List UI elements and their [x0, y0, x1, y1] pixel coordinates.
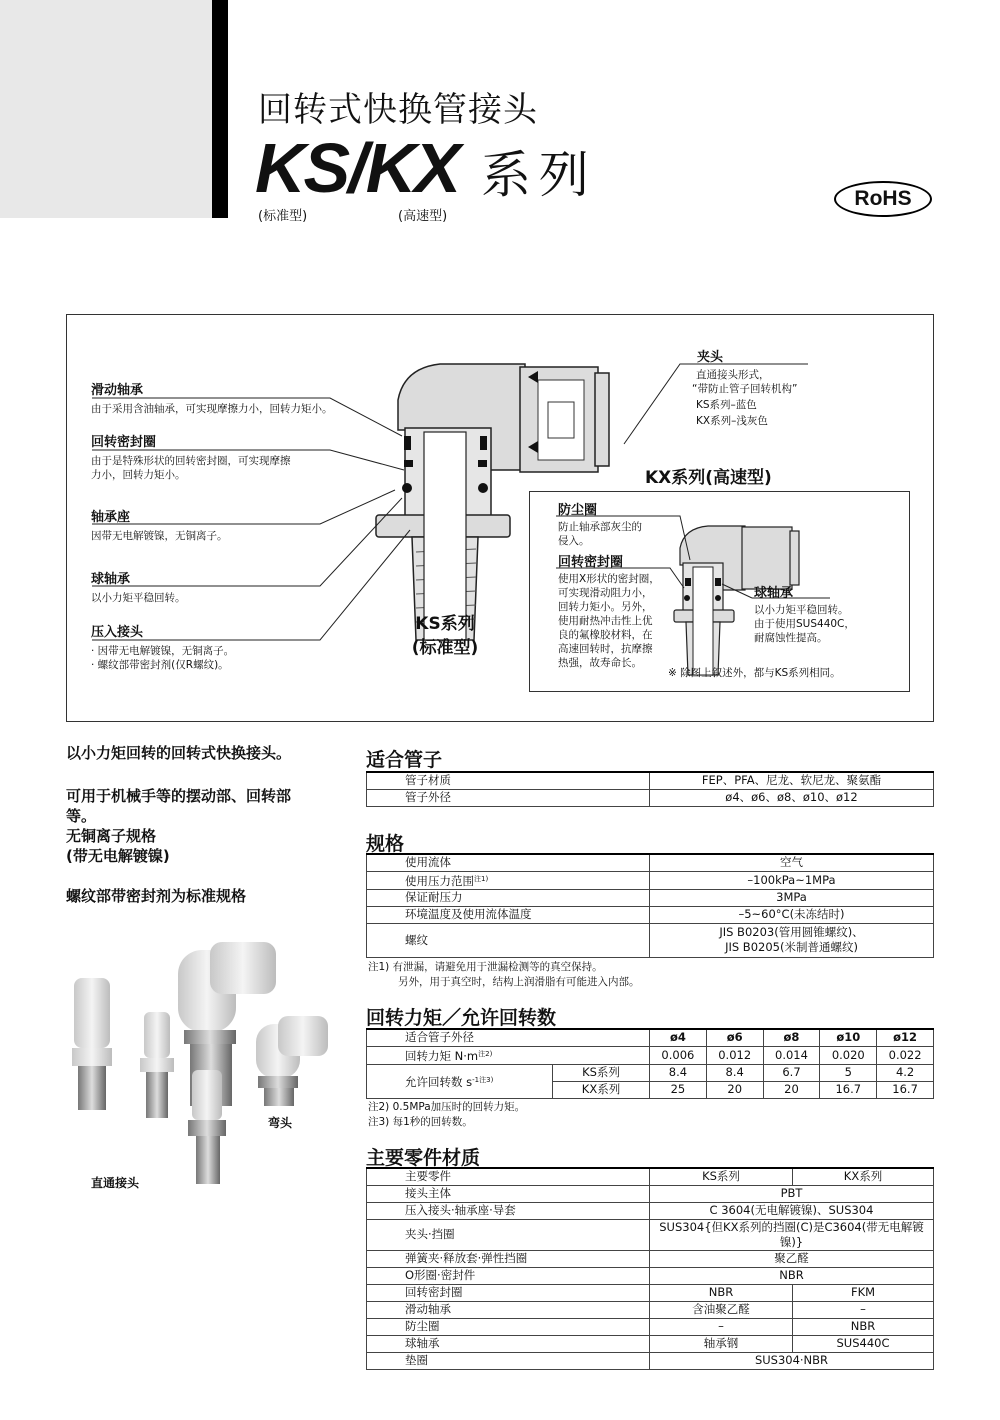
table-row: 管子外径 ø4、ø6、ø8、ø10、ø12: [367, 789, 934, 806]
table-row: 螺纹 JIS B0203(管用圆锥螺纹)、 JIS B0205(米制普通螺纹): [367, 923, 934, 957]
callout-press-fitting-label: 压入接头: [91, 625, 144, 640]
section-title-tubing: 适合管子: [366, 749, 443, 771]
table-row: 滑动轴承 含油聚乙醛 –: [367, 1301, 934, 1318]
table-row: O形圈·密封件 NBR: [367, 1267, 934, 1284]
callout-sliding-bearing-desc: 由于采用含油轴承，可实现摩擦力小，回转力矩小。: [91, 403, 333, 415]
photo-label-straight: 直通接头: [91, 1176, 140, 1190]
section-title-specs: 规格: [366, 833, 405, 855]
callout-rotary-seal-desc2: 力小，回转力矩小。: [91, 469, 186, 481]
subtitle-highspeed: (高速型): [398, 209, 448, 224]
kx-rotary-seal-desc: 使用X形状的密封圈， 可实现滑动阻力小， 回转力矩小。另外， 使用耐热冲击性上优 良的氟橡胶材料，在 高速回转时，抗摩擦 热强，故寿命长。: [558, 573, 660, 669]
materials-table: [366, 1167, 934, 1370]
torque-note2: 注2) 0.5MPa加压时的回转力矩。: [368, 1101, 526, 1113]
table-row: 球轴承 轴承钢 SUS440C: [367, 1335, 934, 1352]
callout-bearing-seat-desc: 因带无电解镀镍，无铜离子。: [91, 530, 228, 542]
kx-rotary-seal-label: 回转密封圈: [558, 555, 624, 570]
table-row: 环境温度及使用流体温度 –5~60°C(未冻结时): [367, 906, 934, 923]
intro-line2: 可用于机械手等的摆动部、回转部 等。: [66, 787, 292, 825]
section-title-torque: 回转力矩／允许回转数: [366, 1007, 557, 1029]
specs-table: [366, 853, 934, 958]
callout-rotary-seal-desc1: 由于是特殊形状的回转密封圈，可实现摩擦: [91, 455, 291, 467]
table-row: 夹头·挡圈 SUS304{但KX系列的挡圈(C)是C3604(带无电解镀镍)}: [367, 1219, 934, 1250]
callout-collet-desc3: KS系列–蓝色: [696, 399, 757, 411]
page-title: 回转式快换管接头: [258, 90, 538, 130]
callout-press-fitting-desc2: · 螺纹部带密封剂(仅R螺纹)。: [91, 659, 229, 671]
series-word: 系列: [480, 146, 597, 204]
kx-dust-seal-label: 防尘圈: [558, 503, 598, 518]
photo-label-elbow: 弯头: [268, 1116, 293, 1130]
table-row: 垫圈 SUS304·NBR: [367, 1352, 934, 1369]
callout-sliding-bearing-label: 滑动轴承: [91, 383, 144, 398]
callout-rotary-seal-label: 回转密封圈: [91, 435, 157, 450]
table-row: 允许回转数 $s^{-1注3)}$ KS系列 8.4 8.4 6.7 5 4.2: [367, 1064, 934, 1081]
table-row: 回转密封圈 NBR FKM: [367, 1284, 934, 1301]
spec-note1: 注1) 有泄漏，请避免用于泄漏检测等的真空保持。: [368, 961, 603, 973]
intro-line1: 以小力矩回转的回转式快换接头。: [66, 744, 292, 762]
rohs-badge: RoHS: [834, 181, 932, 217]
callout-collet-desc1: 直通接头形式，: [696, 369, 770, 381]
table-row: 主要零件 KS系列 KX系列: [367, 1168, 934, 1185]
callout-collet-desc2: “带防止管子回转机构”: [692, 383, 798, 395]
table-row: 管子材质 FEP、PFA、尼龙、软尼龙、聚氨酯: [367, 772, 934, 789]
table-row: 接头主体 PBT: [367, 1185, 934, 1202]
table-row: 防尘圈 – NBR: [367, 1318, 934, 1335]
section-title-materials: 主要零件材质: [366, 1147, 481, 1169]
table-row: KX系列 25 20 20 16.7 16.7: [367, 1081, 934, 1098]
table-row: 使用压力范围$^{注1)}$ –100kPa~1MPa: [367, 871, 934, 889]
ks-series-label: KS系列 (标准型): [411, 614, 479, 658]
spec-note1-cont: 另外，用于真空时，结构上润滑脂有可能进入内部。: [398, 976, 640, 988]
table-row: 使用流体 空气: [367, 854, 934, 871]
kx-series-title: KX系列(高速型): [645, 468, 772, 488]
callout-ball-bearing-desc: 以小力矩平稳回转。: [91, 592, 186, 604]
table-row: 适合管子外径 ø4 ø6 ø8 ø10 ø12: [367, 1029, 934, 1046]
table-row: 保证耐压力 3MPa: [367, 889, 934, 906]
kx-dust-seal-desc1: 防止轴承部灰尘的: [558, 521, 642, 533]
tubing-table: [366, 771, 934, 807]
kx-dust-seal-desc2: 侵入。: [558, 535, 590, 547]
table-row: 回转力矩 $N\cdot m^{注2)}$ 0.006 0.012 0.014 0.020 0.022: [367, 1046, 934, 1064]
kx-ball-bearing-label: 球轴承: [754, 586, 794, 601]
series-code: KS/KX: [255, 129, 459, 207]
callout-collet-label: 夹头: [697, 350, 724, 365]
callout-ball-bearing-label: 球轴承: [91, 572, 131, 587]
callout-press-fitting-desc1: · 因带无电解镀镍，无铜离子。: [91, 645, 235, 657]
callout-collet-desc4: KX系列–浅灰色: [696, 415, 768, 427]
table-row: 弹簧夹·释放套·弹性挡圈 聚乙醛: [367, 1250, 934, 1267]
table-row: 压入接头·轴承座·导套 C 3604(无电解镀镍)、SUS304: [367, 1202, 934, 1219]
intro-line4: 螺纹部带密封剂为标准规格: [66, 887, 247, 905]
subtitle-standard: (标准型): [258, 209, 308, 224]
callout-bearing-seat-label: 轴承座: [91, 510, 131, 525]
kx-ball-bearing-desc: 以小力矩平稳回转。 由于使用SUS440C， 耐腐蚀性提高。: [754, 604, 855, 644]
torque-table: [366, 1028, 934, 1099]
intro-line3: 无铜离子规格 (带无电解镀镍): [66, 827, 170, 865]
torque-note3: 注3) 每1秒的回转数。: [368, 1116, 473, 1128]
kx-footnote: ※ 除图上叙述外，都与KS系列相同。: [668, 667, 841, 679]
